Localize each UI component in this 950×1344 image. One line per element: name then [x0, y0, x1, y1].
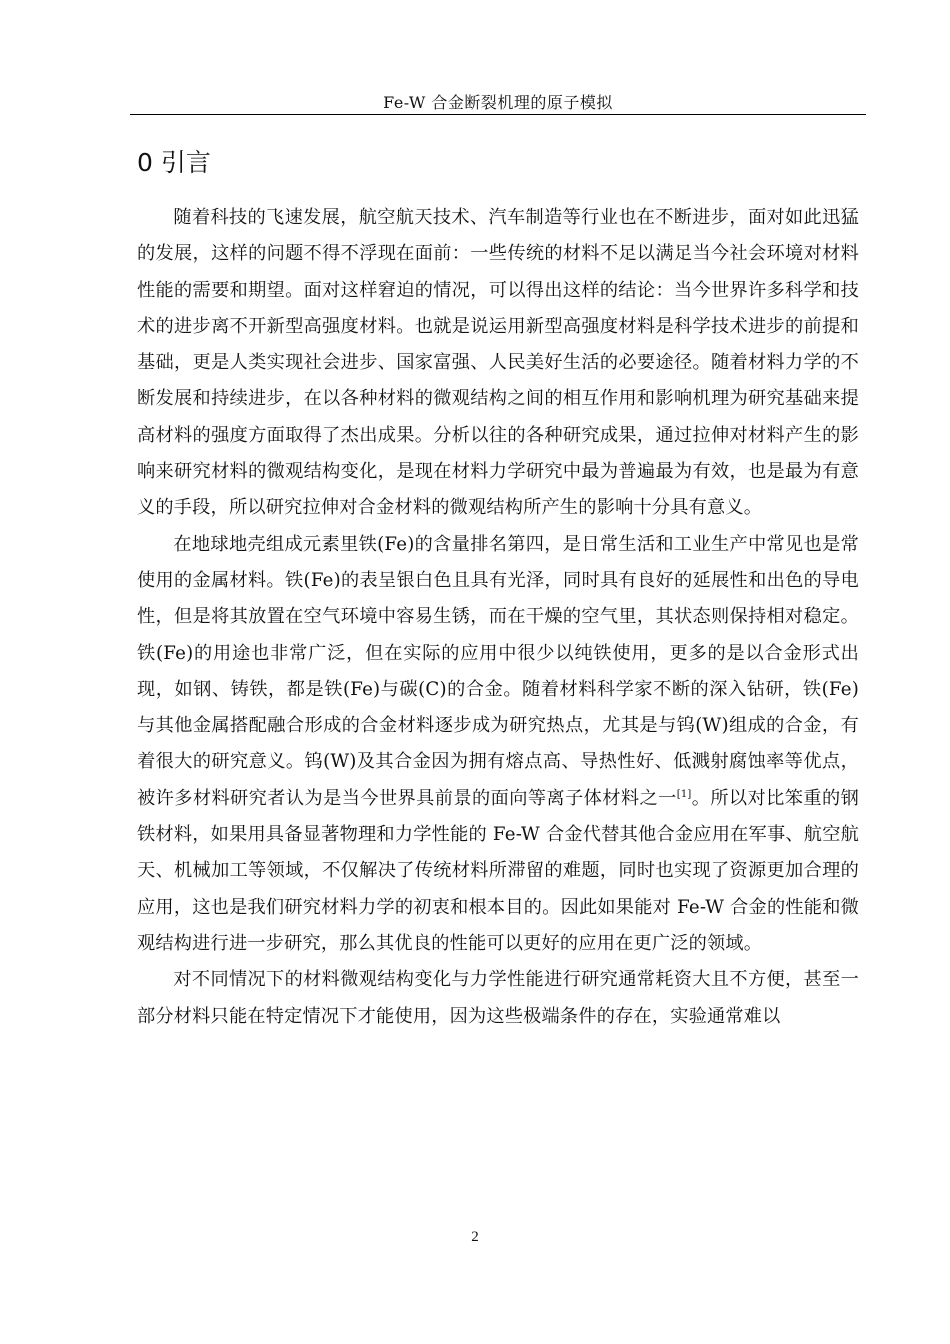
paragraph-1: 随着科技的飞速发展，航空航天技术、汽车制造等行业也在不断进步，面对如此迅猛的发展，这样的问题不得不浮现在面前：一些传统的材料不足以满足当今社会环境对材料性能的需要和期望。面对这样窘迫的情况，可以得出这样的结论：当今世界许多科学和技术的进步离不开新型高强度材料。也就是说运用新型高强度材料是科学技术进步的前提和基础，更是人类实现社会进步、国家富强、人民美好生活的必要途径。随着材料力学的不断发展和持续进步，在以各种材料的微观结构之间的相互作用和影响机理为研究基础来提高材料的强度方面取得了杰出成果。分析以往的各种研究成果，通过拉伸对材料产生的影响来研究材料的微观结构变化，是现在材料力学研究中最为普遍最为有效，也是最为有意义的手段，所以研究拉伸对合金材料的微观结构所产生的影响十分具有意义。	[137, 207, 859, 519]
paragraph-2	[137, 527, 859, 963]
page-number: 2	[471, 1229, 479, 1245]
citation-reference[interactable]: [1]	[676, 788, 692, 800]
paragraph-2-text-before-citation: 在地球地壳组成元素里铁(Fe)的含量排名第四，是日常生活和工业生产中常见也是常使用的金属材料。铁(Fe)的表呈银白色且具有光泽，同时具有良好的延展性和出色的导电性，但是将其放置在空气环境中容易生锈，而在干燥的空气里，其状态则保持相对稳定。铁(Fe)的用途也非常广泛，但在实际的应用中很少以纯铁使用，更多的是以合金形式出现，如钢、铸铁，都是铁(Fe)与碳(C)的合金。随着材料科学家不断的深入钻研，铁(Fe)与其他金属搭配融合形成的合金材料逐步成为研究热点，尤其是与钨(W)组成的合金，有着很大的研究意义。钨(W)及其合金因为拥有熔点高、导热性好、低溅射腐蚀率等优点，被许多材料研究者认为是当今世界具前景的面向等离子体材料之一	[137, 533, 859, 809]
header-rule	[130, 114, 866, 115]
paragraph-2-text-after-citation: 。所以对比笨重的钢铁材料，如果用具备显著物理和力学性能的 Fe-W 合金代替其他合金应用在军事、航空航天、机械加工等领域，不仅解决了传统材料所滞留的难题，同时也实现了资源更加合理的应用，这也是我们研究材料力学的初衷和根本目的。因此如果能对 Fe-W 合金的性能和微观结构进行进一步研究，那么其优良的性能可以更好的应用在更广泛的领域。	[137, 787, 859, 954]
paragraph-3: 对不同情况下的材料微观结构变化与力学性能进行研究通常耗资大且不方便，甚至一部分材料只能在特定情况下才能使用，因为这些极端条件的存在，实验通常难以	[137, 969, 859, 1027]
running-header: Fe-W 合金断裂机理的原子模拟	[383, 93, 613, 112]
section-title: 0 引言	[137, 148, 211, 177]
body-text	[137, 200, 859, 1035]
